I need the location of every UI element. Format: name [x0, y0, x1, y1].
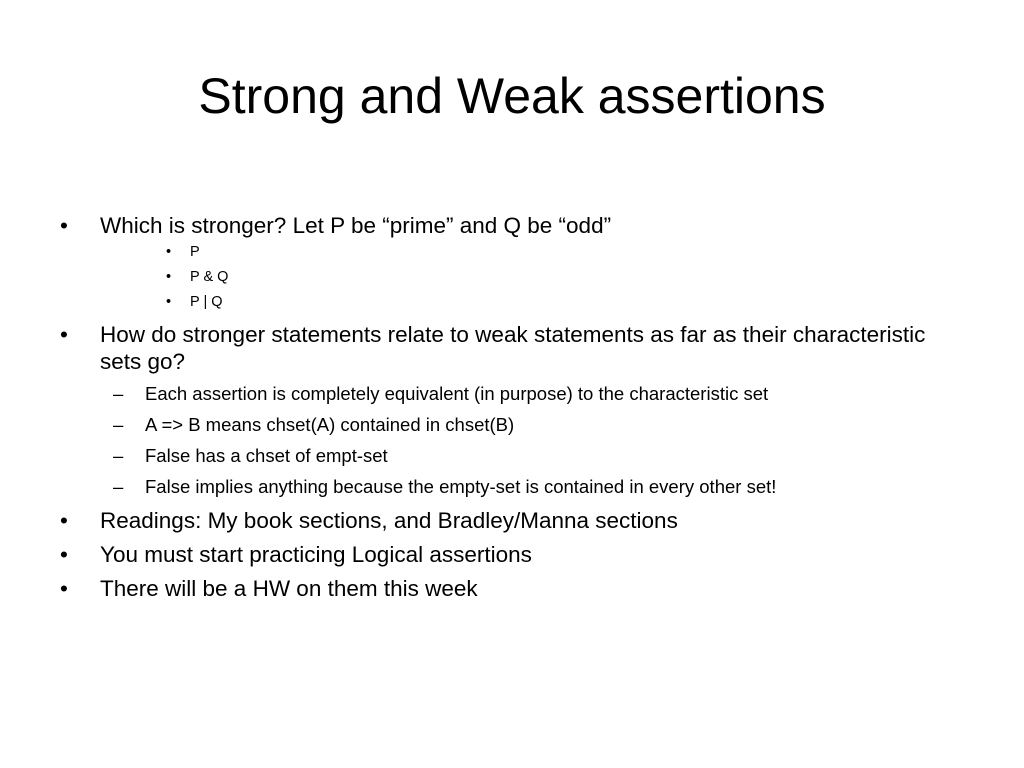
- bullet-text: How do stronger statements relate to weak statements as far as their characteristic sets go?: [100, 322, 926, 374]
- sub-bullet-text: P & Q: [190, 269, 229, 285]
- bullet-item: [0, 541, 1024, 568]
- bullet-icon: •: [60, 508, 68, 533]
- sub-dash-item: [0, 409, 1024, 440]
- sub-list: [0, 240, 1024, 315]
- slide-body: [0, 212, 1024, 609]
- sub-dash-text: Each assertion is completely equivalent (in purpose) to the characteristic set: [145, 383, 769, 404]
- dash-icon: –: [113, 414, 124, 435]
- sub-dash-text: False has a chset of empt-set: [145, 445, 388, 466]
- sub-dash-text: False implies anything because the empty-set is contained in every other set!: [145, 476, 777, 497]
- sub-dash-text: A => B means chset(A) contained in chset(B): [145, 414, 515, 435]
- dash-icon: –: [113, 383, 124, 404]
- bullet-icon: •: [60, 322, 68, 347]
- bullet-text: Which is stronger? Let P be “prime” and Q be “odd”: [100, 213, 612, 238]
- sub-list: [0, 378, 1024, 502]
- sub-dash-item: [0, 440, 1024, 471]
- bullet-icon: •: [166, 294, 172, 310]
- bullet-icon: •: [166, 244, 172, 260]
- sub-bullet-text: P: [190, 244, 200, 260]
- bullet-icon: •: [60, 213, 68, 238]
- bullet-icon: •: [60, 542, 68, 567]
- bullet-text: You must start practicing Logical assertions: [100, 542, 532, 567]
- sub-bullet-item: [0, 265, 1024, 290]
- dash-icon: –: [113, 445, 124, 466]
- sub-dash-item: [0, 471, 1024, 502]
- bullet-text: Readings: My book sections, and Bradley/Manna sections: [100, 508, 678, 533]
- sub-bullet-item: [0, 240, 1024, 265]
- dash-icon: –: [113, 476, 124, 497]
- slide-title: Strong and Weak assertions: [198, 68, 826, 124]
- bullet-item: [0, 507, 1024, 534]
- sub-bullet-item: [0, 290, 1024, 315]
- bullet-item: [0, 321, 1024, 375]
- sub-bullet-text: P | Q: [190, 294, 223, 310]
- sub-dash-item: [0, 378, 1024, 409]
- bullet-text: There will be a HW on them this week: [100, 576, 478, 601]
- bullet-icon: •: [60, 576, 68, 601]
- bullet-icon: •: [166, 269, 172, 285]
- bullet-item: [0, 575, 1024, 602]
- bullet-item: [0, 212, 1024, 239]
